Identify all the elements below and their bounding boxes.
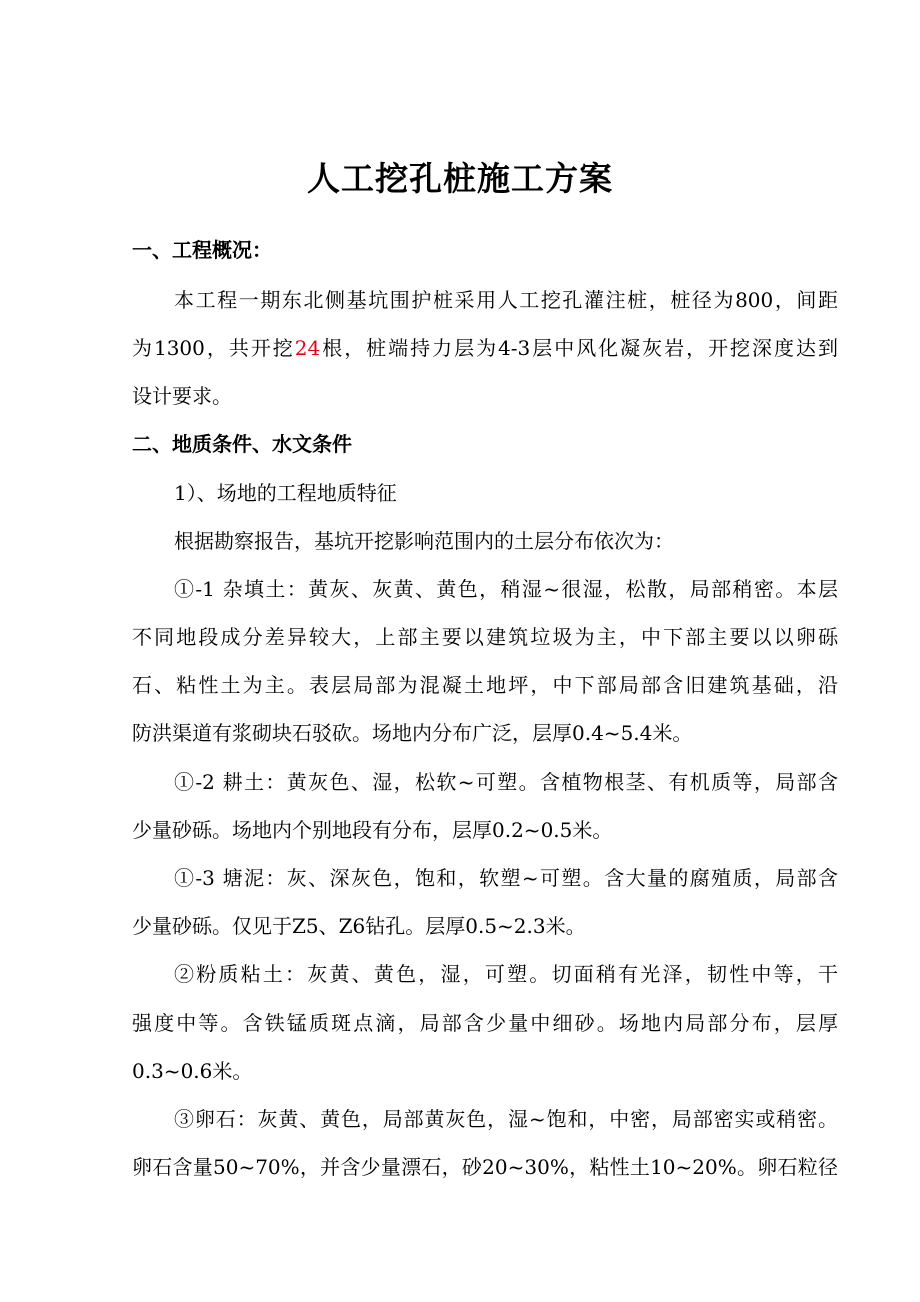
section-heading-overview: 一、工程概况：: [132, 238, 272, 262]
paragraph-line: ②粉质粘土：灰黄、黄色，湿，可塑。切面稍有光泽，韧性中等，干: [174, 962, 838, 986]
subheading-line: 1）、场地的工程地质特征: [174, 481, 397, 505]
document-title: 人工挖孔桩施工方案: [307, 159, 613, 198]
paragraph-line: 少量砂砾。仅见于Z5、Z6钻孔。层厚0.5~2.3米。: [132, 914, 586, 938]
paragraph-line: 强度中等。含铁锰质斑点滴，局部含少量中细砂。场地内局部分布，层厚: [132, 1011, 838, 1035]
paragraph-line: 本工程一期东北侧基坑围护桩采用人工挖孔灌注桩，桩径为800，间距: [174, 288, 838, 312]
paragraph-line: ③卵石：灰黄、黄色，局部黄灰色，湿~饱和，中密，局部密实或稍密。: [174, 1107, 838, 1131]
text-span: 根，桩端持力层为4-3层中风化凝灰岩，开挖深度达到: [320, 336, 838, 360]
paragraph-line: 石、粘性土为主。表层局部为混凝土地坪，中下部局部含旧建筑基础，沿: [132, 673, 838, 697]
paragraph-line: 少量砂砾。场地内个别地段有分布，层厚0.2~0.5米。: [132, 818, 613, 842]
text-span: 为1300，共开挖: [132, 336, 295, 360]
paragraph-line: ①-1 杂填土：黄灰、灰黄、黄色，稍湿~很湿，松散，局部稍密。本层: [174, 577, 838, 601]
paragraph-line: 不同地段成分差异较大，上部主要以建筑垃圾为主，中下部主要以以卵砾: [132, 625, 838, 649]
paragraph-line: ①-2 耕土：黄灰色、湿，松软~可塑。含植物根茎、有机质等，局部含: [174, 770, 838, 794]
paragraph-line: 防洪渠道有浆砌块石驳砍。场地内分布广泛，层厚0.4~5.4米。: [132, 721, 693, 745]
paragraph-line: 0.3~0.6米。: [132, 1059, 253, 1083]
paragraph-line: 设计要求。: [132, 384, 232, 408]
pile-count-highlight: 24: [294, 336, 321, 360]
paragraph-line: 根据勘察报告，基坑开挖影响范围内的土层分布依次为：: [174, 529, 674, 553]
paragraph-line: ①-3 塘泥：灰、深灰色，饱和，软塑~可塑。含大量的腐殖质，局部含: [174, 866, 838, 890]
paragraph-line: 卵石含量50~70%，并含少量漂石，砂20~30%，粘性土10~20%。卵石粒径: [132, 1155, 838, 1179]
section-heading-geology: 二、地质条件、水文条件: [132, 432, 352, 456]
paragraph-line: [132, 333, 838, 363]
